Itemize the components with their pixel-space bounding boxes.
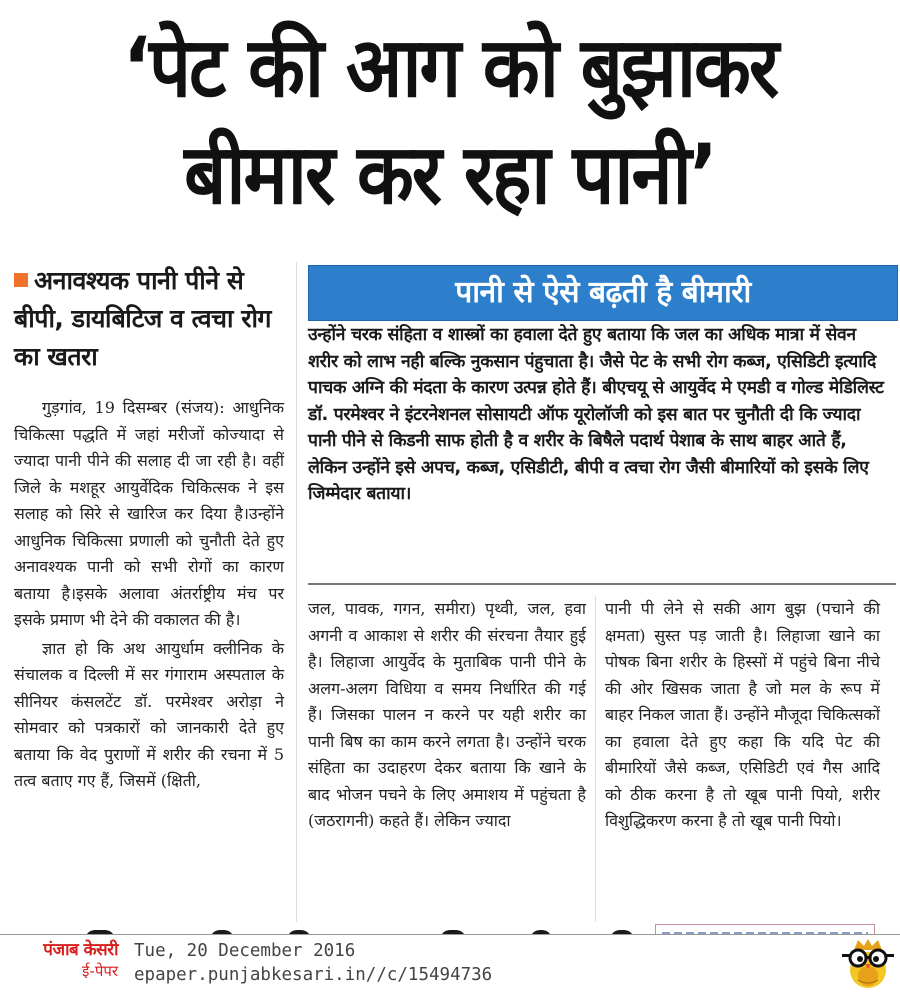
column-divider (595, 596, 596, 922)
paragraph: जल, पावक, गगन, समीरा) पृथ्वी, जल, हवा अगनी व आकाश से शरीर की संरचना तैयार हुई है। लिहाजा आयुर्वेद के मुताबिक पानी पीने के अलग-अलग विधिया व समय निर्धारित की गई हैं। जिसका पालन न करने पर यही शरीर का पानी बिष का काम करने लगता है। उन्होंने चरक संहिता का उदाहरण देकर बताया कि खाने के बाद भोजन पचने के लिए अमाशय में पहुंचता है (जठरागनी) कहते हैं। लेकिन ज्यादा (308, 599, 586, 830)
brand-name: पंजाब केसरी (43, 940, 118, 960)
article-column-3 (605, 596, 880, 835)
edition-meta (134, 939, 492, 987)
brand-logo[interactable] (14, 939, 118, 981)
subheadline-text: अनावश्यक पानी पीने से बीपी, डायबिटिज व त्वचा रोग का खतरा (14, 266, 272, 371)
epaper-footer (0, 934, 900, 993)
square-bullet-icon (14, 273, 28, 287)
column-divider (296, 262, 297, 922)
edition-url[interactable]: epaper.punjabkesari.in//c/15494736 (134, 965, 493, 985)
article-column-2 (308, 596, 586, 835)
horizontal-divider (308, 583, 896, 585)
paragraph: ज्ञात हो कि अथ आयुर्धाम क्लीनिक के संचालक व दिल्ली में सर गंगाराम अस्पताल के सीनियर कंसलटेंट डॉ. परमेश्वर अरोड़ा ने सोमवार को पत्रकारों को जानकारी देते हुए बताया कि वेद पुराणों में शरीर की रचना में 5 तत्व बताए गए हैं, जिसमें (क्षिती, (14, 638, 284, 790)
article-column-1 (14, 395, 284, 795)
headline-line-2: बीमार कर रहा पानी’ (184, 126, 716, 224)
headline (0, 0, 900, 240)
brand-subtitle: ई-पेपर (82, 962, 118, 980)
headline-line-1: ‘पेट की आग को बुझाकर (122, 19, 778, 117)
section-banner: पानी से ऐसे बढ़ती है बीमारी (308, 265, 898, 321)
paragraph: पानी पी लेने से सकी आग बुझ (पचाने की क्षमता) सुस्त पड़ जाती है। लिहाजा खाने का पोषक बिना शरीर के हिस्सों में पहुंचे बिना नीचे की ओर खिसक जाता है जो मल के रूप में बाहर निकल जाता हैं। उन्होंने मौजूदा चिकित्सकों का हवाला देते हुए कहा कि यदि पेट की बीमारियों जैसे कब्ज, एसिडिटी एवं गैस आदि को ठीक करना है तो खूब पानी पियो, शरीर विशुद्धिकरण करना है तो खूब पानी पियो। (605, 599, 880, 830)
subheadline (14, 262, 299, 376)
edition-date: Tue, 20 December 2016 (134, 941, 356, 961)
owl-with-glasses-icon (840, 936, 896, 990)
intro-paragraph: उन्होंने चरक संहिता व शास्त्रों का हवाला देते हुए बताया कि जल का अधिक मात्रा में सेवन शरीर को लाभ नही बल्कि नुकसान पंहुचाता है। जैसे पेट के सभी रोग कब्ज, एसिडिटी इत्यादि पाचक अग्नि की मंदता के कारण उत्पन्न होते हैं। बीएचयू से आयुर्वेद मे एमडी व गोल्ड मेडिलिस्ट डॉ. परमेश्वर ने इंटरनेशनल सोसायटी ऑफ यूरोलॉजी को इस बात पर चुनौती दी कि ज्यादा पानी पीने से किडनी साफ होती है व शरीर के बिषैले पदार्थ पेशाब के साथ बाहर आते हैं, लेकिन उन्होंने इसे अपच, कब्ज, एसिडीटी, बीपी व त्वचा रोग जैसी बीमारियों को इसके लिए जिम्मेदार बताया। (308, 325, 884, 504)
paragraph: गुड़गांव, 19 दिसम्बर (संजय): आधुनिक चिकित्सा पद्धति में जहां मरीजों कोज्यादा से ज्यादा पानी पीने की सलाह दी जा रही है। वहीं जिले के मशहूर आयुर्वेदिक चिकित्सक ने इस सलाह को सिरे से खारिज कर दिया है।उन्होंने आधुनिक चिकित्सा प्रणाली को चुनौती देते हुए अनावश्यक पानी को सभी रोगों का कारण बताया है।इसके अलावा अंतर्राष्ट्रीय मंच पर इसके प्रमाण भी देने की वकालत की है। (14, 398, 284, 629)
